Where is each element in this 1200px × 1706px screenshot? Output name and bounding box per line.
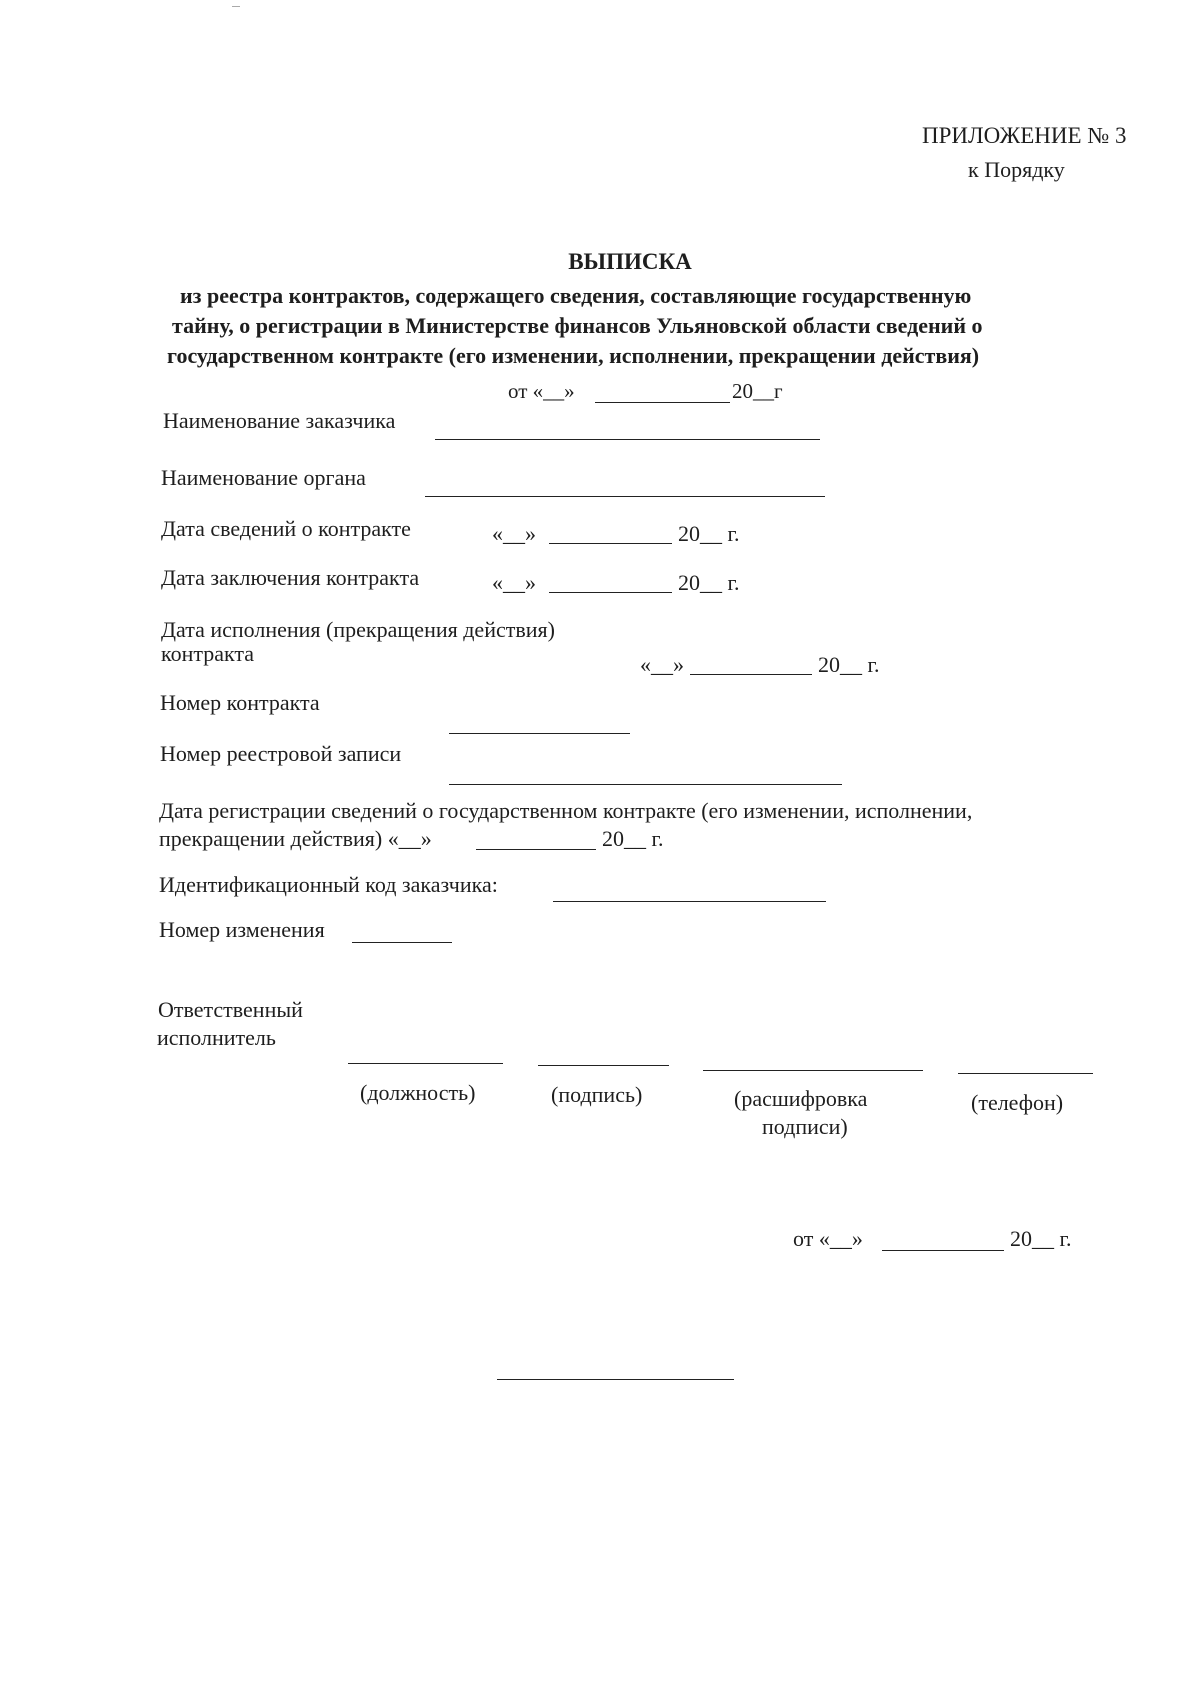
document-title: ВЫПИСКА	[568, 249, 692, 274]
conclusion-date-month-blank	[549, 592, 672, 593]
registration-date-year: 20__ г.	[602, 826, 664, 851]
body-name-blank	[425, 496, 825, 497]
date-prefix: от «__»	[508, 379, 575, 403]
execution-date-month-blank	[690, 674, 812, 675]
appendix-reference: к Порядку	[968, 157, 1065, 182]
registry-number-label: Номер реестровой записи	[160, 741, 402, 766]
contract-info-date-year: 20__ г.	[678, 521, 740, 546]
customer-code-blank	[553, 901, 826, 902]
execution-date-year: 20__ г.	[818, 652, 880, 677]
contract-number-blank	[449, 733, 630, 734]
change-number-blank	[352, 942, 452, 943]
footer-date-prefix: от «__»	[793, 1226, 863, 1251]
customer-code-label: Идентификационный код заказчика:	[159, 872, 498, 897]
position-caption: (должность)	[360, 1080, 476, 1105]
change-number-label: Номер изменения	[159, 917, 325, 942]
conclusion-date-label: Дата заключения контракта	[161, 565, 420, 590]
footer-date-year: 20__ г.	[1010, 1226, 1072, 1251]
phone-blank	[958, 1073, 1093, 1074]
phone-caption: (телефон)	[971, 1090, 1064, 1115]
contract-info-date-day: «__»	[492, 521, 536, 546]
contract-info-date-month-blank	[549, 543, 672, 544]
conclusion-date-day: «__»	[492, 570, 536, 595]
decoding-caption-line2: подписи)	[762, 1114, 848, 1139]
execution-date-label-line1: Дата исполнения (прекращения действия)	[161, 617, 555, 642]
registration-date-label-line2: прекращении действия) «__»	[159, 826, 432, 851]
responsible-label-line2: исполнитель	[157, 1025, 276, 1050]
decoding-blank	[703, 1070, 923, 1071]
sign-caption: (подпись)	[551, 1082, 643, 1107]
contract-info-date-label: Дата сведений о контракте	[161, 516, 411, 541]
body-name-label: Наименование органа	[161, 465, 366, 490]
decoding-caption-line1: (расшифровка	[734, 1086, 868, 1111]
registration-date-month-blank	[476, 849, 596, 850]
date-year: 20__г	[732, 379, 783, 403]
title-line-2: тайну, о регистрации в Министерстве финансов Ульяновской области сведений о	[172, 313, 983, 338]
position-blank	[348, 1063, 503, 1064]
registration-date-label-line1: Дата регистрации сведений о государственном контракте (его изменении, исполнении,	[159, 798, 973, 823]
contract-number-label: Номер контракта	[160, 690, 320, 715]
title-line-1: из реестра контрактов, содержащего сведения, составляющие государственную	[180, 283, 972, 308]
sign-blank	[538, 1065, 669, 1066]
footer-date-month-blank	[882, 1250, 1004, 1251]
conclusion-date-year: 20__ г.	[678, 570, 740, 595]
execution-date-day: «__»	[640, 652, 684, 677]
scan-artifact	[232, 6, 240, 7]
bottom-signature-blank	[497, 1379, 734, 1380]
title-line-3: государственном контракте (его изменении, исполнении, прекращении действия)	[167, 343, 980, 368]
date-month-blank	[595, 402, 730, 403]
customer-name-label: Наименование заказчика	[163, 408, 396, 433]
responsible-label-line1: Ответственный	[158, 997, 303, 1022]
customer-name-blank	[435, 439, 820, 440]
execution-date-label-line2: контракта	[161, 641, 255, 666]
registry-number-blank	[449, 784, 842, 785]
appendix-number: ПРИЛОЖЕНИЕ № 3	[922, 123, 1127, 148]
